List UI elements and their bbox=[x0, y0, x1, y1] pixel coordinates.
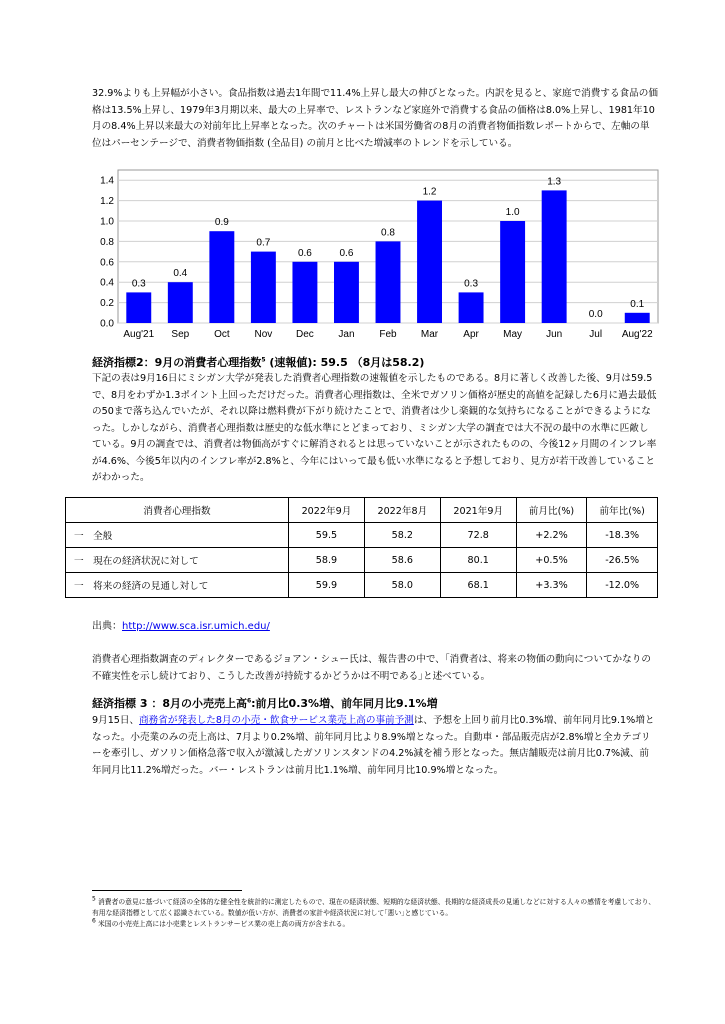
table-cell: 一 将来の経済の見通し対して bbox=[66, 573, 289, 598]
data-label: 1.3 bbox=[547, 176, 562, 188]
source-line bbox=[92, 617, 270, 632]
table-cell: 59.5 bbox=[289, 523, 365, 548]
y-tick-label: 0.0 bbox=[100, 318, 114, 330]
x-tick-label: Aug'22 bbox=[621, 329, 653, 340]
x-tick-label: Feb bbox=[379, 329, 397, 340]
table-cell: 58.0 bbox=[364, 573, 440, 598]
footnote-6: $^6$ 米国の小売売上高には小売業とレストランサービス業の売上高の両方が含まれる。 bbox=[92, 917, 350, 928]
footnote-ref-6[interactable]: 6 bbox=[246, 697, 252, 705]
table-header: 前月比(%) bbox=[516, 498, 587, 523]
y-tick-label: 1.0 bbox=[100, 216, 114, 228]
x-tick-label: May bbox=[503, 329, 523, 340]
table-header: 前年比(%) bbox=[587, 498, 658, 523]
data-label: 0.6 bbox=[297, 247, 312, 259]
table-cell: -12.0% bbox=[587, 573, 658, 598]
y-tick-label: 1.2 bbox=[100, 196, 114, 208]
y-tick-label: 0.4 bbox=[100, 277, 114, 289]
intro-paragraph: 32.9%よりも上昇幅が小さい。食品指数は過去1年間で11.4%上昇し最大の伸びとなった。内訳を見ると、家庭で消費する食品の価格は13.5%上昇し、1979年3月期以来、最大の上昇率で、レストランなど家庭外で消費する食品の価格は8.0%上昇し、1981年10月の8.4%上昇以来最大の対前年比上昇率となった。次のチャートは米国労働省の8月の消費者物価指数レポートからで、左軸の単位はパーセンテージで、消費者物価指数 (全品目) の前月と比べた増減率のトレンドを示している。 bbox=[92, 88, 658, 149]
bar bbox=[334, 262, 359, 323]
data-label: 0.6 bbox=[339, 247, 354, 259]
bar bbox=[417, 201, 442, 323]
table-header: 消費者心理指数 bbox=[66, 498, 289, 523]
table-header-row bbox=[66, 498, 658, 523]
consumer-sentiment-table bbox=[65, 497, 658, 598]
bar bbox=[376, 241, 401, 323]
x-tick-label: Jun bbox=[546, 329, 563, 340]
data-label: 0.3 bbox=[464, 278, 479, 290]
table-cell: 58.9 bbox=[289, 548, 365, 573]
x-tick-label: Jan bbox=[338, 329, 355, 340]
table-cell: 一 全般 bbox=[66, 523, 289, 548]
x-tick-label: Dec bbox=[296, 329, 314, 340]
table-header: 2021年9月 bbox=[440, 498, 516, 523]
table-row bbox=[66, 523, 658, 548]
data-label: 0.8 bbox=[381, 227, 395, 239]
data-label: 0.4 bbox=[173, 268, 188, 280]
table-cell: +2.2% bbox=[516, 523, 587, 548]
data-label: 1.0 bbox=[505, 207, 520, 218]
y-tick-label: 1.4 bbox=[100, 175, 114, 187]
bar bbox=[542, 190, 567, 323]
cpi-monthly-change-chart bbox=[92, 166, 662, 346]
table-cell: -18.3% bbox=[587, 523, 658, 548]
footnote-divider bbox=[92, 890, 242, 891]
bar bbox=[500, 221, 525, 323]
y-tick-label: 0.2 bbox=[100, 298, 114, 310]
x-tick-label: Sep bbox=[171, 329, 190, 340]
chart-svg bbox=[92, 166, 662, 346]
source-link[interactable]: http://www.sca.isr.umich.edu/ bbox=[122, 621, 270, 632]
section2-heading: 経済指標2：9月の消費者心理指数$^5$ (速報値): 59.5 （8月は58.2) bbox=[92, 356, 425, 369]
table-row bbox=[66, 573, 658, 598]
footnote-5: $^5$ 消費者の意見に基づいて経済の全体的な健全性を統計的に測定したもので、現在の経済状態、短期的な経済状態、長期的な経済成長の見通しなどに対する人々の感情を考慮しており、有用な経済指標として広く認識されている。数値が低い方が、消費者の家計や経済状況に対して｢悪い｣と感じている。 bbox=[92, 895, 656, 917]
bar bbox=[459, 292, 484, 323]
table-cell: 一 現在の経済状況に対して bbox=[66, 548, 289, 573]
x-tick-label: Nov bbox=[254, 329, 273, 340]
table-header: 2022年9月 bbox=[289, 498, 365, 523]
section3-heading: 経済指標 3 ：8月の小売売上高$^6$:前月比0.3%増、前年同月比9.1%増 bbox=[92, 697, 438, 710]
x-tick-label: Jul bbox=[589, 329, 603, 340]
x-tick-label: Mar bbox=[420, 329, 439, 340]
section3-body: 9月15日、商務省が発表した8月の小売・飲食サービス業売上高の事前予測は、予想を上回り前月比0.3%増、前年同月比9.1%増となった。小売業のみの売上高は、7月より0.2%増、前年同月比より8.9%増となった。自動車・部品販売店が2.8%増と全カテゴリーを牽引し、ガソリン価格急落で収入が激減したガソリンスタンドの4.2%減を補う形となった。無店舗販売は前月比0.7%減、前年同月比11.2%増だった。バー・レストランは前月比1.1%増、前年同月比10.9%増となった。 bbox=[92, 715, 655, 776]
bar bbox=[209, 231, 234, 323]
table-cell: 59.9 bbox=[289, 573, 365, 598]
table-cell: -26.5% bbox=[587, 548, 658, 573]
source-label: 出典： bbox=[92, 621, 122, 632]
table-cell: +0.5% bbox=[516, 548, 587, 573]
table-cell: 72.8 bbox=[440, 523, 516, 548]
data-label: 0.9 bbox=[214, 217, 229, 229]
data-label: 1.2 bbox=[422, 186, 437, 198]
data-label: 0.3 bbox=[131, 278, 146, 290]
table-cell: 58.2 bbox=[364, 523, 440, 548]
y-tick-label: 0.6 bbox=[100, 257, 114, 269]
table-cell: 80.1 bbox=[440, 548, 516, 573]
table-cell: 58.6 bbox=[364, 548, 440, 573]
footnote-ref-5[interactable]: 5 bbox=[261, 356, 266, 364]
bar bbox=[126, 292, 151, 323]
table-cell: +3.3% bbox=[516, 573, 587, 598]
table-row bbox=[66, 548, 658, 573]
x-tick-label: Apr bbox=[463, 329, 479, 340]
commerce-report-link[interactable]: 商務省が発表した8月の小売・飲食サービス業売上高の事前予測 bbox=[139, 715, 414, 726]
bar bbox=[251, 252, 276, 323]
table-cell: 68.1 bbox=[440, 573, 516, 598]
bar bbox=[168, 282, 193, 323]
data-label: 0.0 bbox=[588, 309, 603, 320]
data-label: 0.7 bbox=[256, 237, 271, 249]
section2-body: 下記の表は9月16日にミシガン大学が発表した消費者心理指数の速報値を示したものである。8月に著しく改善した後、9月は59.5で、8月をわずか1.3ポイント上回っただけだった。消費者心理指数は、全米でガソリン価格が歴史的高値を記録した6月に過去最低の50まで落ち込んでいたが、それ以降は燃料費が下がり続けたことで、消費者は少し楽観的な気持ちになることができるようになった。しかしながら、消費者心理指数は歴史的な低水準にとどまっており、ミシガン大学の調査では大不況の最中の水準に匹敵している。9月の調査では、消費者は物価高がすぐに解消されるとは思っていないことが示されたものの、今後12ヶ月間のインフレ率が4.6%、今後5年以内のインフレ率が2.8%と、今年にはいって最も低い水準になると予想しており、見方が若干改善していることがわかった。 bbox=[92, 373, 657, 483]
table-header: 2022年8月 bbox=[364, 498, 440, 523]
x-tick-label: Aug'21 bbox=[123, 329, 155, 340]
data-label: 0.1 bbox=[630, 298, 645, 310]
bar bbox=[625, 313, 650, 323]
quote-paragraph: 消費者心理指数調査のディレクターであるジョアン・シュー氏は、報告書の中で、｢消費者は、将来の物価の動向についてかなりの不確実性を示し続けており、こうした改善が持続するかどうかは不明である｣と述べている。 bbox=[92, 654, 651, 682]
y-tick-label: 0.8 bbox=[100, 236, 114, 248]
bar bbox=[292, 262, 317, 323]
x-tick-label: Oct bbox=[214, 329, 230, 340]
